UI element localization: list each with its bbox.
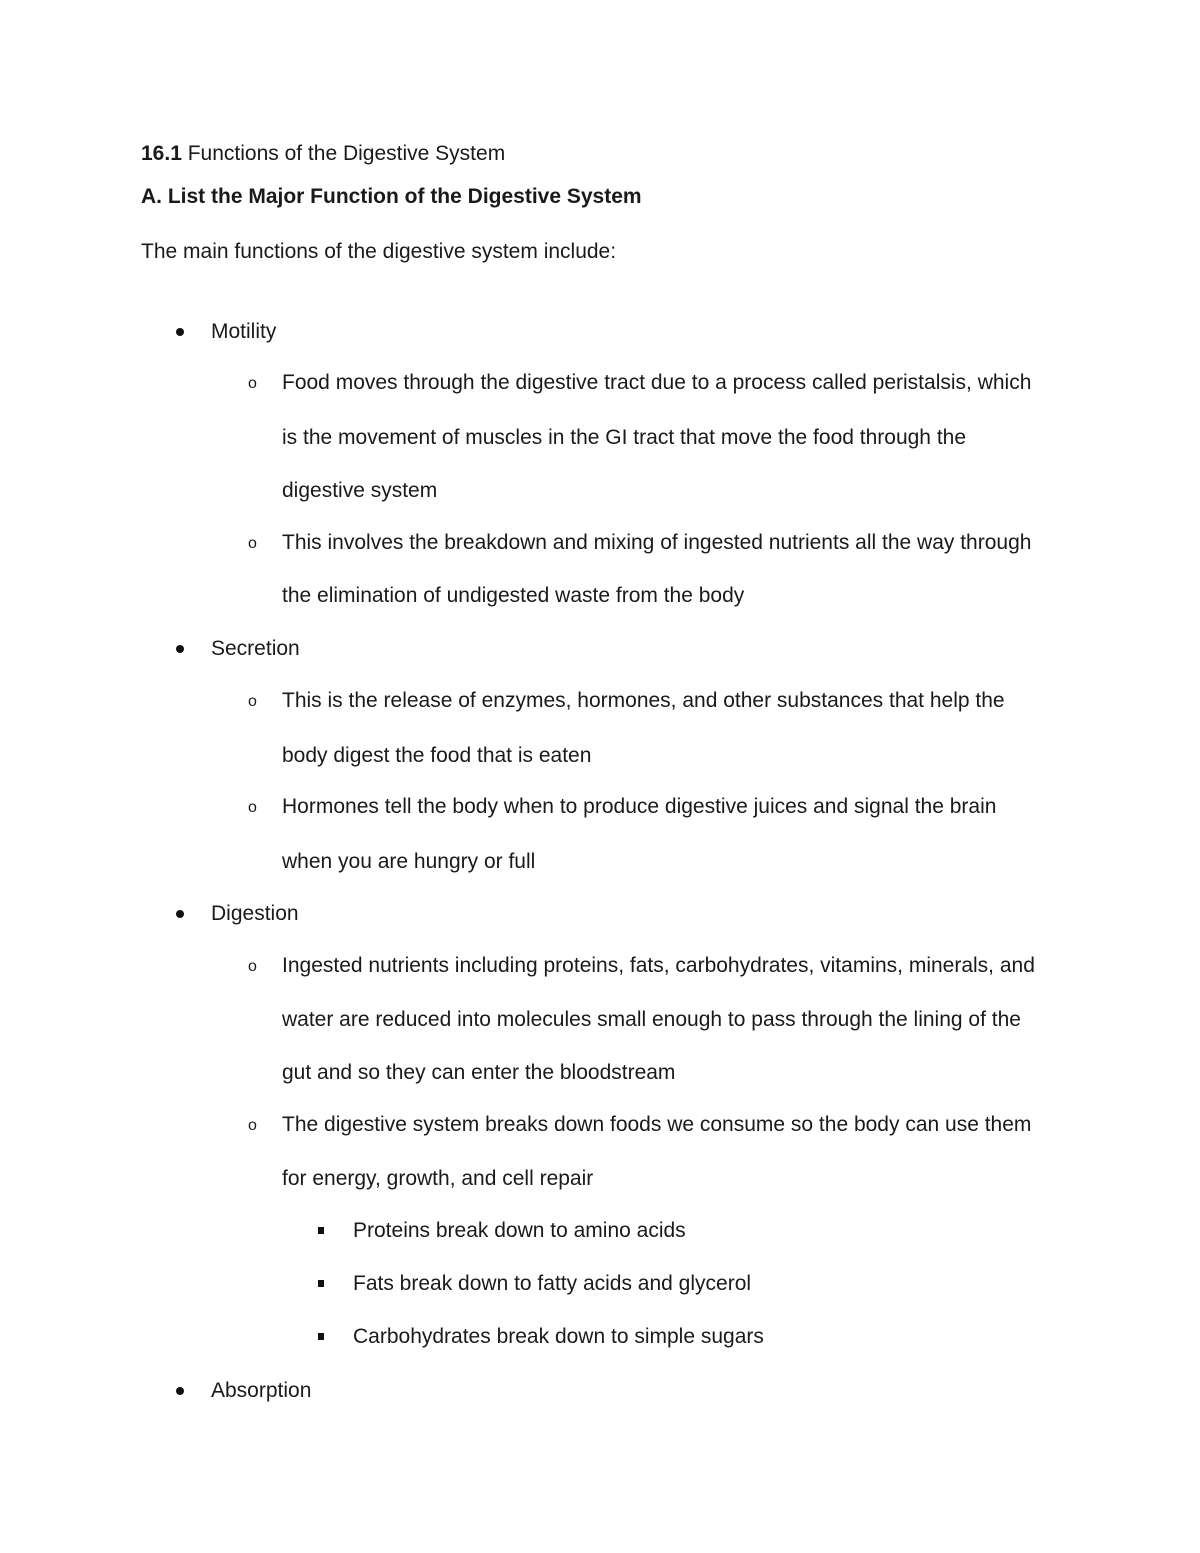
sub-list-item: Proteins break down to amino acids bbox=[353, 1219, 686, 1242]
list-item: Ingested nutrients including proteins, fats, carbohydrates, vitamins, minerals, and bbox=[282, 954, 1035, 977]
square-bullet-icon bbox=[318, 1333, 324, 1340]
circle-bullet-icon: o bbox=[248, 693, 257, 710]
title-text: Functions of the Digestive System bbox=[181, 142, 506, 165]
list-item-secretion: Secretion bbox=[211, 637, 300, 660]
list-item-continued: water are reduced into molecules small enough to pass through the lining of the bbox=[282, 1008, 1021, 1031]
list-item: This is the release of enzymes, hormones, and other substances that help the bbox=[282, 689, 1005, 712]
list-item-continued: for energy, growth, and cell repair bbox=[282, 1167, 594, 1190]
bullet-icon bbox=[176, 910, 184, 918]
circle-bullet-icon: o bbox=[248, 799, 257, 816]
bullet-icon bbox=[176, 328, 184, 336]
bullet-icon bbox=[176, 645, 184, 653]
list-item-continued: body digest the food that is eaten bbox=[282, 744, 592, 767]
bullet-icon bbox=[176, 1387, 184, 1395]
list-item-continued: the elimination of undigested waste from the body bbox=[282, 584, 745, 607]
document-title bbox=[141, 140, 505, 168]
list-item: This involves the breakdown and mixing of ingested nutrients all the way through bbox=[282, 531, 1032, 554]
list-item: The digestive system breaks down foods we consume so the body can use them bbox=[282, 1113, 1032, 1136]
list-item-continued: is the movement of muscles in the GI tract that move the food through the bbox=[282, 426, 967, 449]
circle-bullet-icon: o bbox=[248, 535, 257, 552]
list-item: Hormones tell the body when to produce digestive juices and signal the brain bbox=[282, 795, 997, 818]
list-item: Food moves through the digestive tract due to a process called peristalsis, which bbox=[282, 371, 1032, 394]
circle-bullet-icon: o bbox=[248, 958, 257, 975]
section-heading: A. List the Major Function of the Digestive System bbox=[141, 185, 642, 208]
list-item-continued: gut and so they can enter the bloodstream bbox=[282, 1061, 676, 1084]
circle-bullet-icon: o bbox=[248, 1117, 257, 1134]
list-item-continued: digestive system bbox=[282, 479, 438, 502]
sub-list-item: Fats break down to fatty acids and glycerol bbox=[353, 1272, 752, 1295]
square-bullet-icon bbox=[318, 1280, 324, 1287]
list-item-absorption: Absorption bbox=[211, 1379, 312, 1402]
list-item-digestion: Digestion bbox=[211, 902, 299, 925]
title-number: 16.1 bbox=[141, 142, 182, 165]
list-item-continued: when you are hungry or full bbox=[282, 850, 536, 873]
list-item-motility: Motility bbox=[211, 320, 277, 343]
sub-list-item: Carbohydrates break down to simple sugars bbox=[353, 1325, 764, 1348]
intro-text: The main functions of the digestive system include: bbox=[141, 240, 617, 263]
circle-bullet-icon: o bbox=[248, 375, 257, 392]
square-bullet-icon bbox=[318, 1227, 324, 1234]
